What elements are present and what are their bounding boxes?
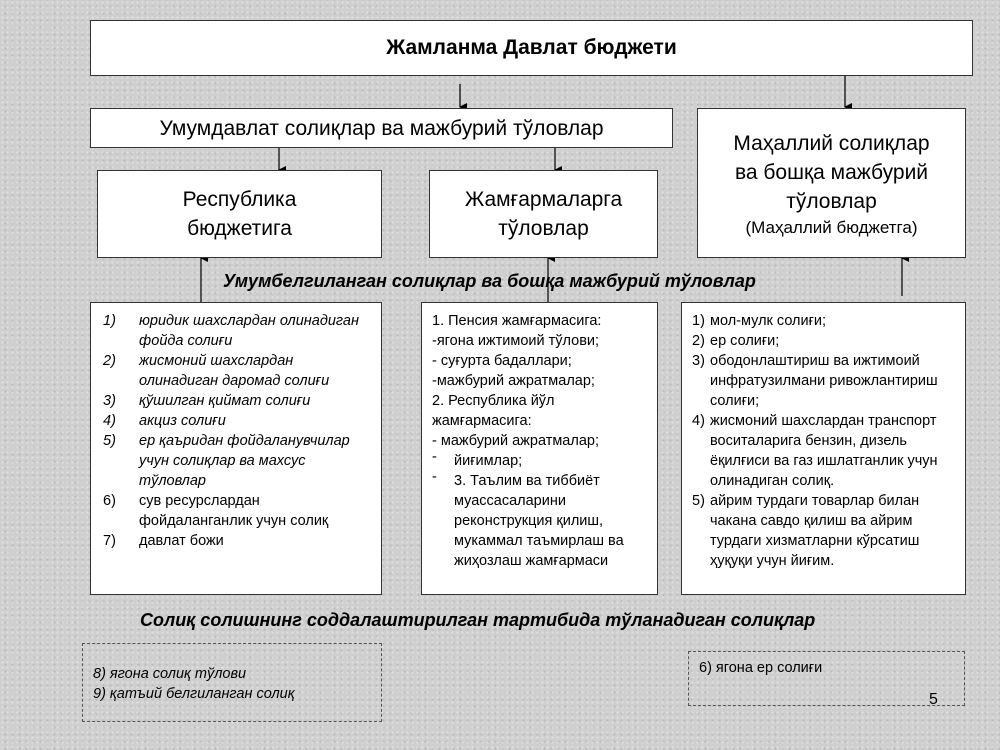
list-item-number: 7)	[103, 533, 116, 549]
list-item-text: айрим турдаги товарлар билан чакана савдо қилиш ва айрим турдаги хизматларни кўрсатиш ҳуқуқи учун йиғим.	[710, 493, 920, 569]
list-item-number: 1)	[692, 313, 705, 329]
fund-bullet-item	[432, 451, 651, 471]
list-item	[103, 311, 373, 351]
list-item	[103, 531, 373, 551]
list-item-number: 4)	[103, 413, 116, 429]
list-item-text: жисмоний шахслардан олинадиган даромад солиғи	[139, 353, 330, 389]
list-item-text: қўшилган қиймат солиғи	[139, 393, 311, 409]
simplified-local-item: 6) ягона ер солиғи	[699, 660, 823, 676]
list-item	[692, 331, 957, 351]
list-item-text: мол-мулк солиғи;	[710, 313, 827, 329]
local-taxes-list	[692, 311, 957, 571]
simplified-republic-list	[93, 664, 381, 704]
fund-line: -ягона ижтимоий тўлови;	[432, 333, 600, 349]
fund-line: 2. Республика йўл	[432, 393, 555, 409]
fund-bullet-text: йиғимлар;	[454, 453, 523, 469]
simplified-local-box	[688, 651, 965, 706]
list-item-text: ободонлаштириш ва ижтимоий инфратузилмани ривожлантириш солиғи;	[710, 353, 938, 409]
general-taxes-heading: Умумбелгиланган солиқлар ва бошқа мажбурий тўловлар	[223, 271, 756, 291]
fund-line: - суғурта бадаллари;	[432, 353, 572, 369]
list-item-number: 6)	[103, 493, 116, 509]
simplified-republic-box	[82, 643, 382, 722]
list-item	[103, 431, 373, 491]
list-item	[692, 491, 957, 571]
local-taxes-note: (Маҳаллий бюджетга)	[745, 217, 918, 237]
fund-line: - мажбурий ажратмалар;	[432, 433, 599, 449]
general-taxes-label: Умумдавлат солиқлар ва мажбурий тўловлар	[159, 116, 604, 140]
fund-bullet-item	[432, 471, 651, 571]
list-item-text: сув ресурслардан фойдаланганлик учун солиқ	[139, 493, 329, 529]
bullet-mark: -	[432, 469, 437, 485]
list-item-text: акциз солиғи	[139, 413, 226, 429]
bullet-mark: -	[432, 449, 437, 465]
fund-taxes-list	[432, 311, 651, 571]
list-item	[103, 391, 373, 411]
list-item	[692, 351, 957, 411]
list-item	[692, 311, 957, 331]
local-taxes-line-2: ва бошқа мажбурий	[734, 160, 929, 184]
list-item	[103, 491, 373, 531]
list-item-text: жисмоний шахслардан транспорт воситаларига бензин, дизель ёқилғиси ва газ ишлатганлик учун олинадиган солиқ.	[710, 413, 938, 489]
republic-budget-box	[97, 170, 382, 258]
list-item-text: ер солиғи;	[710, 333, 780, 349]
simplified-item: 8) ягона солиқ тўлови	[93, 666, 247, 682]
list-item-number: 1)	[103, 313, 116, 329]
fund-payments-line-2: тўловлар	[498, 217, 589, 240]
list-item-number: 3)	[692, 353, 705, 369]
local-taxes-line-3: тўловлар	[786, 189, 877, 213]
fund-line: -мажбурий ажратмалар;	[432, 373, 595, 389]
fund-bullet-text: 3. Таълим ва тиббиёт муассасаларини реконструкция қилиш, мукаммал таъмирлаш ва жиҳозлаш жамғармаси	[454, 473, 624, 569]
list-item-number: 2)	[692, 333, 705, 349]
list-item-text: ер қаъридан фойдаланувчилар учун солиқлар ва махсус тўловлар	[139, 433, 350, 489]
republic-taxes-list-box	[90, 302, 382, 595]
general-taxes-box	[90, 108, 673, 148]
republic-taxes-list	[103, 311, 373, 551]
republic-budget-line-1: Республика	[182, 188, 297, 211]
list-item-number: 5)	[103, 433, 116, 449]
simplified-item: 9) қатъий белгиланган солиқ	[93, 686, 295, 702]
list-item-text: давлат божи	[139, 533, 224, 549]
list-item	[103, 411, 373, 431]
page-number: 5	[929, 691, 938, 708]
list-item-number: 4)	[692, 413, 705, 429]
simplified-taxes-heading: Солиқ солишнинг соддалаштирилган тартибида тўланадиган солиқлар	[140, 610, 816, 630]
list-item-number: 3)	[103, 393, 116, 409]
list-item	[692, 411, 957, 491]
consolidated-budget-title: Жамланма Давлат бюджети	[386, 36, 677, 59]
list-item	[103, 351, 373, 391]
republic-budget-line-2: бюджетига	[187, 217, 292, 240]
list-item-number: 2)	[103, 353, 116, 369]
fund-line: 1. Пенсия жамғармасига:	[432, 313, 602, 329]
list-item-number: 5)	[692, 493, 705, 509]
fund-taxes-list-box	[421, 302, 658, 595]
consolidated-budget-box	[90, 20, 973, 76]
local-taxes-box	[697, 108, 966, 258]
fund-payments-line-1: Жамғармаларга	[464, 188, 623, 211]
local-taxes-list-box	[681, 302, 966, 595]
local-taxes-line-1: Маҳаллий солиқлар	[733, 131, 930, 155]
fund-line: жамғармасига:	[432, 413, 532, 429]
list-item-text: юридик шахслардан олинадиган фойда солиғи	[139, 313, 359, 349]
fund-payments-box	[429, 170, 658, 258]
